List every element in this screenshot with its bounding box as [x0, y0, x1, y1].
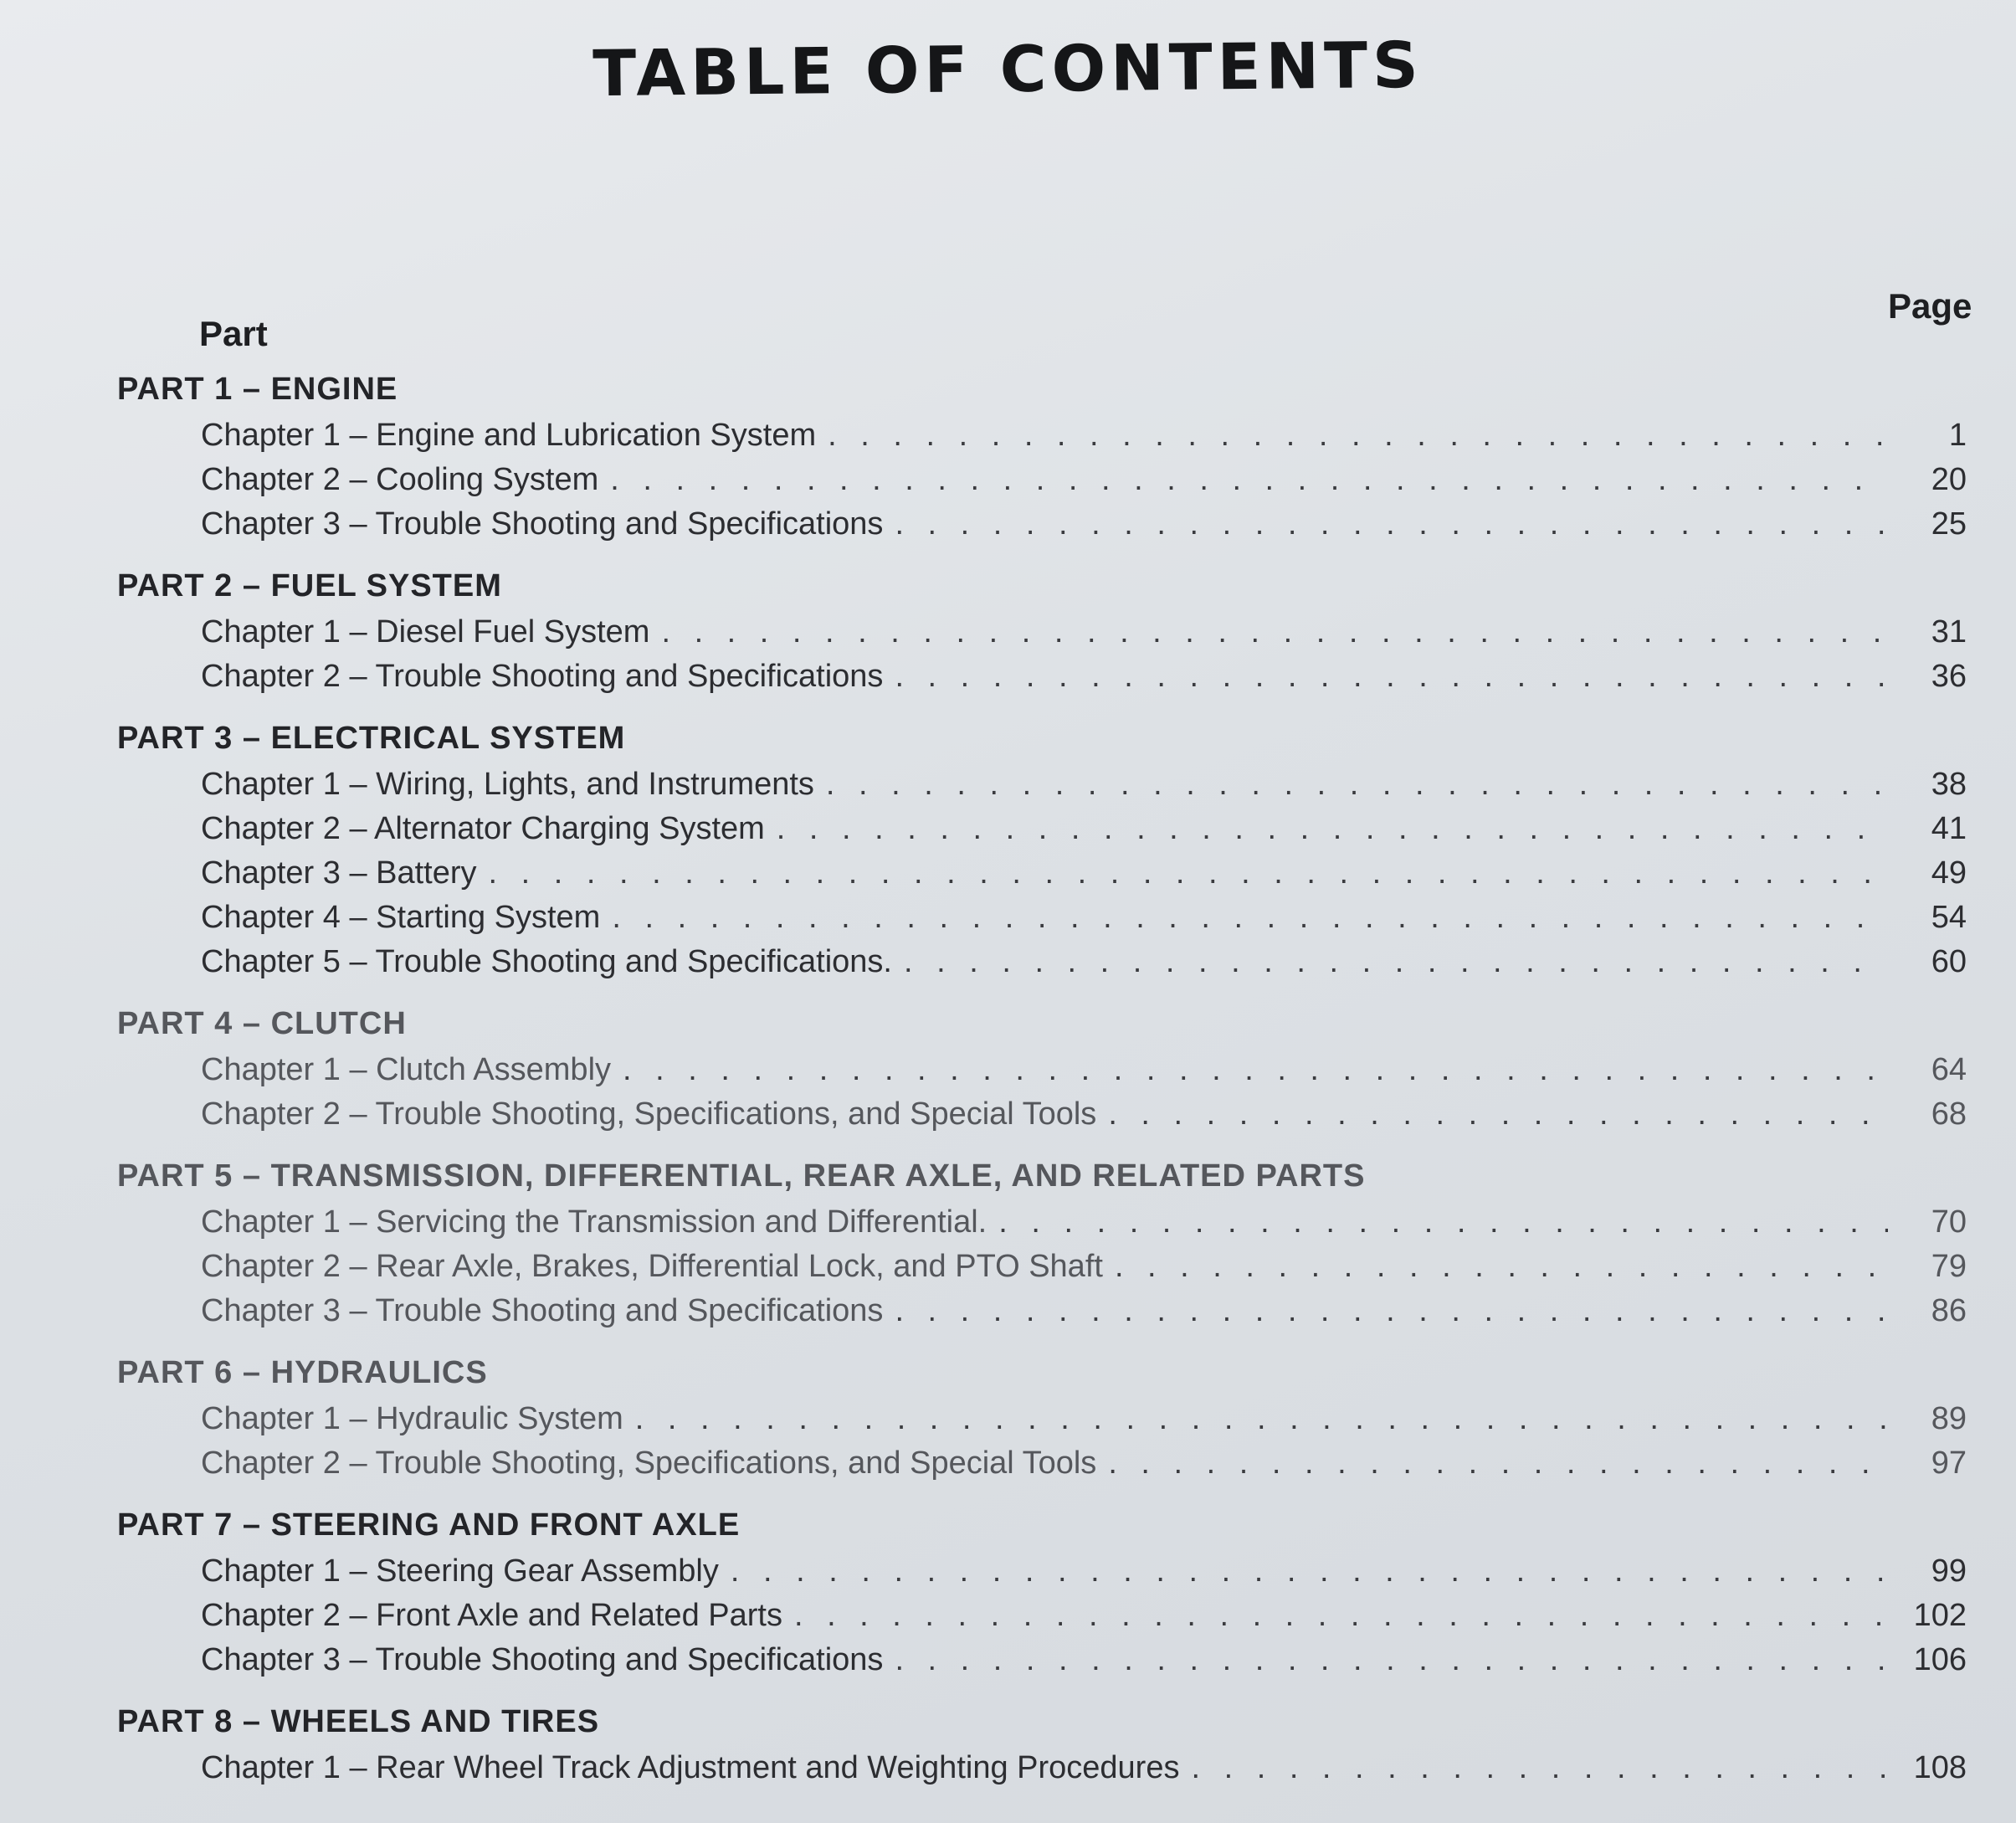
- chapter-label: Chapter 5 – Trouble Shooting and Specifications.: [201, 944, 892, 979]
- page-number: 106: [1913, 1642, 1967, 1677]
- dot-leader: [610, 458, 1888, 502]
- chapter-entry: [117, 655, 1967, 699]
- toc-part-1: [117, 365, 1967, 547]
- chapter-label: Chapter 2 – Cooling System: [201, 462, 599, 497]
- page-number: 64: [1931, 1052, 1967, 1087]
- dot-leader: [661, 610, 1888, 655]
- chapter-entry: [117, 413, 1967, 458]
- dot-leader: [1108, 1092, 1888, 1137]
- part-title: PART 8 – WHEELS AND TIRES: [117, 1704, 600, 1739]
- dot-leader: [904, 940, 1888, 984]
- page-number: 54: [1931, 900, 1967, 935]
- chapter-label: Chapter 2 – Trouble Shooting, Specifications, and Special Tools: [201, 1096, 1097, 1132]
- part-title: PART 1 – ENGINE: [117, 372, 398, 407]
- page-number: 68: [1931, 1096, 1967, 1132]
- page-number: 99: [1931, 1553, 1967, 1589]
- toc-part-7: [117, 1501, 1967, 1682]
- chapter-entry: [117, 610, 1967, 655]
- chapter-label: Chapter 2 – Trouble Shooting, Specifications, and Special Tools: [201, 1446, 1097, 1481]
- dot-leader: [895, 1289, 1888, 1333]
- part-title: PART 7 – STEERING AND FRONT AXLE: [117, 1507, 741, 1543]
- dot-leader: [777, 807, 1888, 851]
- chapter-entry: [117, 763, 1967, 807]
- page-number: 20: [1931, 462, 1967, 497]
- part-title: PART 3 – ELECTRICAL SYSTEM: [117, 721, 626, 756]
- page-title: TABLE OF CONTENTS: [592, 27, 1424, 111]
- page-number: 31: [1931, 614, 1967, 650]
- page-number: 79: [1931, 1249, 1967, 1284]
- dot-leader: [794, 1594, 1888, 1638]
- page-number: 41: [1931, 811, 1967, 846]
- chapter-entry: [117, 1289, 1967, 1333]
- chapter-label: Chapter 3 – Battery: [201, 855, 477, 891]
- page-number: 89: [1931, 1401, 1967, 1436]
- chapter-label: Chapter 1 – Servicing the Transmission and Differential.: [201, 1204, 987, 1240]
- chapter-label: Chapter 2 – Rear Axle, Brakes, Differential Lock, and PTO Shaft: [201, 1249, 1103, 1284]
- chapter-entry: [117, 851, 1967, 896]
- dot-leader: [731, 1549, 1888, 1594]
- chapter-label: Chapter 2 – Alternator Charging System: [201, 811, 765, 846]
- dot-leader: [895, 655, 1888, 699]
- chapter-label: Chapter 1 – Steering Gear Assembly: [201, 1553, 719, 1589]
- part-title: PART 2 – FUEL SYSTEM: [117, 568, 502, 603]
- page-number: 86: [1931, 1293, 1967, 1328]
- part-column-header: Part: [199, 314, 268, 353]
- chapter-label: Chapter 1 – Clutch Assembly: [201, 1052, 612, 1087]
- dot-leader: [826, 763, 1888, 807]
- toc-part-5: [117, 1152, 1967, 1333]
- chapter-entry: [117, 1245, 1967, 1289]
- chapter-entry: [117, 896, 1967, 940]
- toc-part-6: [117, 1348, 1967, 1486]
- page-number: 25: [1931, 506, 1967, 542]
- chapter-label: Chapter 1 – Wiring, Lights, and Instruments: [201, 767, 814, 802]
- chapter-entry: [117, 458, 1967, 502]
- chapter-entry: [117, 1594, 1967, 1638]
- part-title: PART 5 – TRANSMISSION, DIFFERENTIAL, REAR AXLE, AND RELATED PARTS: [117, 1158, 1366, 1194]
- chapter-entry: [117, 1441, 1967, 1486]
- dot-leader: [828, 413, 1888, 458]
- dot-leader: [1191, 1746, 1888, 1790]
- toc-part-2: [117, 562, 1967, 699]
- dot-leader: [1115, 1245, 1888, 1289]
- chapter-label: Chapter 3 – Trouble Shooting and Specifications: [201, 1293, 884, 1328]
- chapter-label: Chapter 1 – Engine and Lubrication System: [201, 418, 817, 453]
- page-number: 108: [1913, 1750, 1967, 1785]
- page-number: 49: [1931, 855, 1967, 891]
- dot-leader: [895, 502, 1888, 547]
- page-number: 97: [1931, 1446, 1967, 1481]
- chapter-entry: [117, 1746, 1967, 1790]
- chapter-entry: [117, 1048, 1967, 1092]
- chapter-entry: [117, 1638, 1967, 1682]
- chapter-entry: [117, 940, 1967, 984]
- dot-leader: [623, 1048, 1888, 1092]
- dot-leader: [1108, 1441, 1888, 1486]
- chapter-label: Chapter 2 – Trouble Shooting and Specifications: [201, 659, 884, 694]
- dot-leader: [895, 1638, 1888, 1682]
- page-number: 36: [1931, 659, 1967, 694]
- chapter-label: Chapter 3 – Trouble Shooting and Specifications: [201, 1642, 884, 1677]
- chapter-label: Chapter 2 – Front Axle and Related Parts: [201, 1598, 782, 1633]
- page-number: 38: [1931, 767, 1967, 802]
- part-title: PART 4 – CLUTCH: [117, 1006, 407, 1041]
- chapter-entry: [117, 1092, 1967, 1137]
- part-title: PART 6 – HYDRAULICS: [117, 1355, 488, 1390]
- page-number: 70: [1931, 1204, 1967, 1240]
- toc-part-3: [117, 714, 1967, 984]
- chapter-entry: [117, 1549, 1967, 1594]
- dot-leader: [998, 1200, 1888, 1245]
- toc-part-4: [117, 999, 1967, 1137]
- chapter-entry: [117, 502, 1967, 547]
- dot-leader: [612, 896, 1888, 940]
- toc-part-8: [117, 1697, 1967, 1790]
- chapter-label: Chapter 1 – Rear Wheel Track Adjustment and Weighting Procedures: [201, 1750, 1180, 1785]
- chapter-entry: [117, 807, 1967, 851]
- chapter-label: Chapter 1 – Hydraulic System: [201, 1401, 623, 1436]
- page-number: 1: [1948, 418, 1967, 453]
- chapter-entry: [117, 1200, 1967, 1245]
- chapter-label: Chapter 3 – Trouble Shooting and Specifications: [201, 506, 884, 542]
- page-number: 60: [1931, 944, 1967, 979]
- chapter-label: Chapter 4 – Starting System: [201, 900, 601, 935]
- page-number: 102: [1913, 1598, 1967, 1633]
- chapter-label: Chapter 1 – Diesel Fuel System: [201, 614, 650, 650]
- dot-leader: [489, 851, 1888, 896]
- dot-leader: [635, 1397, 1888, 1441]
- table-of-contents: [117, 365, 1967, 1805]
- chapter-entry: [117, 1397, 1967, 1441]
- page-column-header: Page: [1888, 286, 1972, 326]
